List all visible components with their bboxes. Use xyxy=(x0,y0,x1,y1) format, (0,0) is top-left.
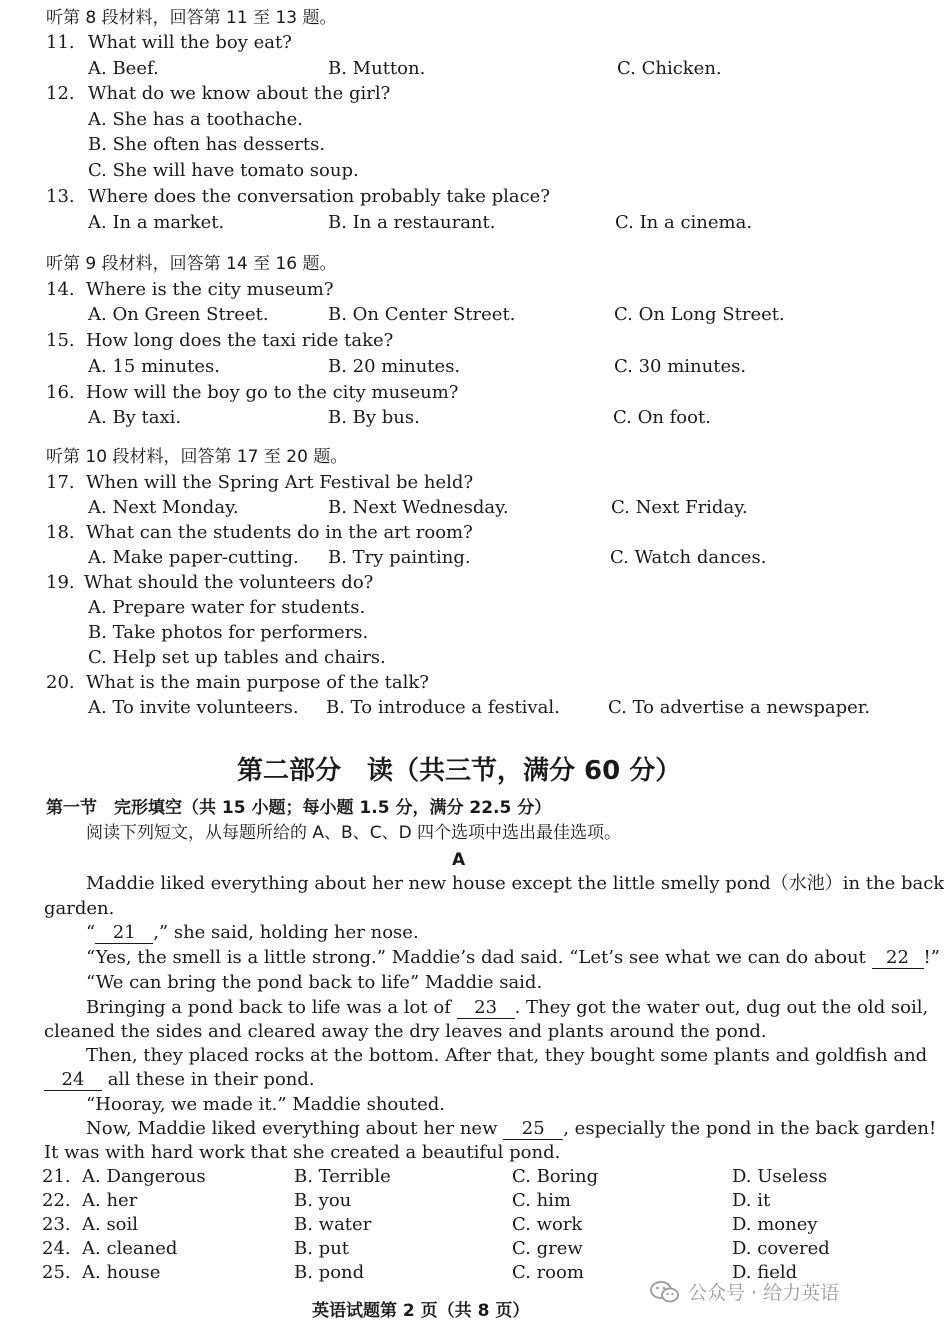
passage-p6-line2 xyxy=(44,1068,315,1092)
blank-24: 24 xyxy=(44,1070,102,1091)
q13-number: 13. xyxy=(46,186,75,207)
section-heading-9: 听第 9 段材料，回答第 14 至 16 题。 xyxy=(46,254,337,274)
q16-option-b: B. By bus. xyxy=(328,407,420,428)
opt22-a: A. her xyxy=(82,1190,138,1211)
q15-number: 15. xyxy=(46,330,75,351)
open-quote: “ xyxy=(86,922,96,943)
opt21-d: D. Useless xyxy=(732,1166,828,1187)
q14-text: Where is the city museum? xyxy=(86,279,334,300)
passage-p2-rest: ,” she said, holding her nose. xyxy=(153,922,419,943)
q11-option-b: B. Mutton. xyxy=(328,58,426,79)
passage-p7: “Hooray, we made it.” Maddie shouted. xyxy=(86,1094,445,1115)
q12-number: 12. xyxy=(46,83,75,104)
q14-number: 14. xyxy=(46,279,75,300)
passage-p5-rest: . They got the water out, dug out the old soil, xyxy=(514,997,929,1018)
q16-option-a: A. By taxi. xyxy=(88,407,182,428)
wechat-icon xyxy=(650,1280,680,1304)
q18-text: What can the students do in the art room? xyxy=(86,522,473,543)
q15-text: How long does the taxi ride take? xyxy=(86,330,394,351)
blank-22: 22 xyxy=(872,948,924,969)
q13-option-b: B. In a restaurant. xyxy=(328,212,496,233)
passage-p8-text: Now, Maddie liked everything about her new xyxy=(86,1118,498,1139)
q19-number: 19. xyxy=(46,572,75,593)
q19-text: What should the volunteers do? xyxy=(84,572,374,593)
q20-option-a: A. To invite volunteers. xyxy=(88,697,299,718)
passage-p5-line2: cleaned the sides and cleared away the dry leaves and plants around the pond. xyxy=(44,1021,767,1042)
q12-option-c: C. She will have tomato soup. xyxy=(88,160,359,181)
opt25-a: A. house xyxy=(82,1262,161,1283)
q14-option-a: A. On Green Street. xyxy=(88,304,269,325)
q12-option-b: B. She often has desserts. xyxy=(88,134,326,155)
part2-title: 第二部分 读（共三节，满分 60 分） xyxy=(237,756,682,786)
q18-option-a: A. Make paper-cutting. xyxy=(88,547,299,568)
opt23-a: A. soil xyxy=(82,1214,139,1235)
q17-option-a: A. Next Monday. xyxy=(88,497,239,518)
page-footer: 英语试题第 2 页（共 8 页） xyxy=(312,1301,530,1321)
opt24-a: A. cleaned xyxy=(82,1238,178,1259)
reading-instruction: 阅读下列短文，从每题所给的 A、B、C、D 四个选项中选出最佳选项。 xyxy=(86,823,622,843)
q15-option-b: B. 20 minutes. xyxy=(328,356,461,377)
q11-number: 11. xyxy=(46,32,75,53)
passage-p2 xyxy=(86,921,419,945)
opt22-b: B. you xyxy=(294,1190,352,1211)
q18-option-b: B. Try painting. xyxy=(328,547,471,568)
opt25-c: C. room xyxy=(512,1262,584,1283)
q19-option-b: B. Take photos for performers. xyxy=(88,622,369,643)
q20-text: What is the main purpose of the talk? xyxy=(86,672,429,693)
q14-option-b: B. On Center Street. xyxy=(328,304,516,325)
passage-label: A xyxy=(452,850,466,870)
section-heading-10: 听第 10 段材料，回答第 17 至 20 题。 xyxy=(46,447,348,467)
q13-text: Where does the conversation probably take place? xyxy=(88,186,550,207)
q14-option-c: C. On Long Street. xyxy=(614,304,785,325)
passage-p8 xyxy=(86,1117,936,1141)
section-heading-8: 听第 8 段材料，回答第 11 至 13 题。 xyxy=(46,8,337,28)
opt22-c: C. him xyxy=(512,1190,571,1211)
passage-p4: “We can bring the pond back to life” Maddie said. xyxy=(86,972,543,993)
opt23-b: B. water xyxy=(294,1214,372,1235)
opt21-c: C. Boring xyxy=(512,1166,599,1187)
blank-25: 25 xyxy=(503,1119,563,1140)
q13-option-c: C. In a cinema. xyxy=(615,212,753,233)
passage-p6-line1: Then, they placed rocks at the bottom. After that, they bought some plants and goldfish and xyxy=(86,1045,928,1066)
watermark xyxy=(650,1278,839,1305)
opt24-number: 24. xyxy=(42,1238,71,1259)
passage-p5-text: Bringing a pond back to life was a lot of xyxy=(86,997,451,1018)
q11-option-c: C. Chicken. xyxy=(617,58,722,79)
q20-option-b: B. To introduce a festival. xyxy=(326,697,560,718)
q17-number: 17. xyxy=(46,472,75,493)
passage-p6-rest: all these in their pond. xyxy=(107,1069,315,1090)
opt21-b: B. Terrible xyxy=(294,1166,391,1187)
passage-p3-text: “Yes, the smell is a little strong.” Maddie’s dad said. “Let’s see what we can do about xyxy=(86,947,866,968)
q12-option-a: A. She has a toothache. xyxy=(88,109,303,130)
passage-p3-end: !” xyxy=(923,947,940,968)
opt24-b: B. put xyxy=(294,1238,350,1259)
q18-number: 18. xyxy=(46,522,75,543)
opt23-d: D. money xyxy=(732,1214,818,1235)
passage-p5 xyxy=(86,996,928,1020)
passage-p3 xyxy=(86,946,940,970)
q13-option-a: A. In a market. xyxy=(88,212,225,233)
q15-option-a: A. 15 minutes. xyxy=(88,356,220,377)
opt23-number: 23. xyxy=(42,1214,71,1235)
q17-option-b: B. Next Wednesday. xyxy=(328,497,509,518)
opt21-number: 21. xyxy=(42,1166,71,1187)
blank-21: 21 xyxy=(95,923,153,944)
opt21-a: A. Dangerous xyxy=(82,1166,206,1187)
opt24-c: C. grew xyxy=(512,1238,583,1259)
blank-23: 23 xyxy=(457,998,515,1019)
q17-option-c: C. Next Friday. xyxy=(611,497,748,518)
q20-number: 20. xyxy=(46,672,75,693)
q16-option-c: C. On foot. xyxy=(613,407,711,428)
passage-p8-rest: , especially the pond in the back garden! xyxy=(563,1118,937,1139)
q11-text: What will the boy eat? xyxy=(88,32,292,53)
q18-option-c: C. Watch dances. xyxy=(610,547,767,568)
watermark-text: 公众号 · 给力英语 xyxy=(688,1282,840,1304)
opt24-d: D. covered xyxy=(732,1238,830,1259)
q17-text: When will the Spring Art Festival be held? xyxy=(86,472,474,493)
q15-option-c: C. 30 minutes. xyxy=(614,356,747,377)
q19-option-c: C. Help set up tables and chairs. xyxy=(88,647,386,668)
opt25-number: 25. xyxy=(42,1262,71,1283)
passage-p1-line2: garden. xyxy=(44,898,115,919)
q12-text: What do we know about the girl? xyxy=(88,83,391,104)
section1-heading: 第一节 完形填空（共 15 小题；每小题 1.5 分，满分 22.5 分） xyxy=(46,798,552,818)
q19-option-a: A. Prepare water for students. xyxy=(88,597,366,618)
q16-text: How will the boy go to the city museum? xyxy=(86,382,459,403)
passage-p1-line1: Maddie liked everything about her new house except the little smelly pond（水池）in the back xyxy=(86,873,944,894)
opt23-c: C. work xyxy=(512,1214,583,1235)
opt22-number: 22. xyxy=(42,1190,71,1211)
opt25-b: B. pond xyxy=(294,1262,365,1283)
passage-p8-line2: It was with hard work that she created a beautiful pond. xyxy=(44,1142,561,1163)
q16-number: 16. xyxy=(46,382,75,403)
opt22-d: D. it xyxy=(732,1190,771,1211)
q11-option-a: A. Beef. xyxy=(88,58,159,79)
opt25-d: D. field xyxy=(732,1262,798,1283)
q20-option-c: C. To advertise a newspaper. xyxy=(608,697,871,718)
